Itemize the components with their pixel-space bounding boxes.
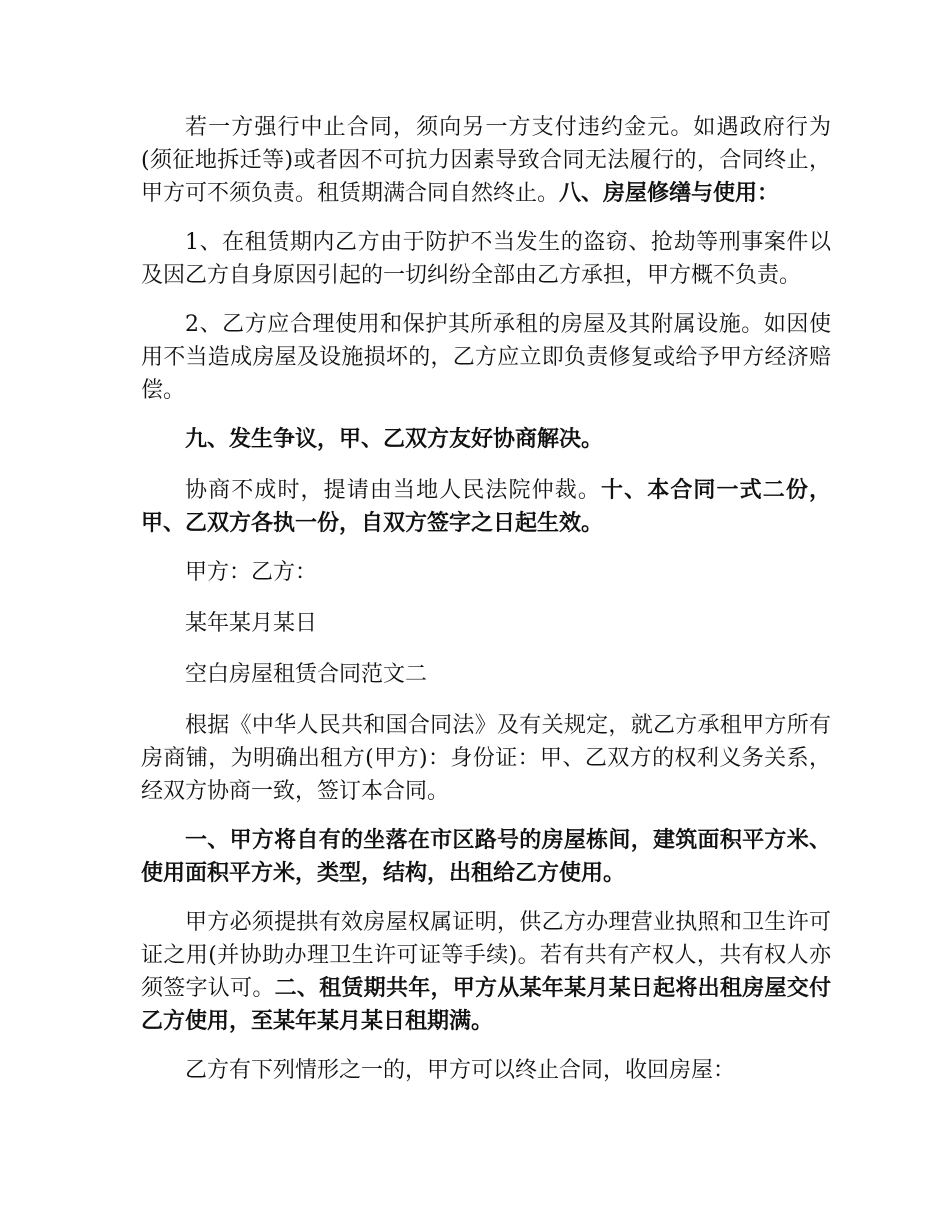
paragraph-text: 1、在租赁期内乙方由于防护不当发生的盗窃、抢劫等刑事案件以及因乙方自身原因引起的一切纠纷全部由乙方承担，甲方概不负责。	[141, 230, 831, 288]
signature-line: 甲方：乙方：	[185, 560, 318, 585]
section-heading-8: 八、房屋修缮与使用：	[559, 180, 780, 206]
signature-parties	[141, 556, 831, 589]
signature-date	[141, 607, 831, 640]
paragraph-text: 2、乙方应合理使用和保护其所承租的房屋及其附属设施。如因使用不当造成房屋及设施损坏的，乙方应立即负责修复或给予甲方经济赔偿。	[141, 312, 831, 403]
paragraph-text: 乙方有下列情形之一的，甲方可以终止合同，收回房屋：	[185, 1058, 736, 1083]
paragraph-clause-8-2	[141, 308, 831, 407]
document-subtitle	[141, 658, 831, 691]
section-heading-1: 一、甲方将自有的坐落在市区路号的房屋栋间，建筑面积平方米、使用面积平方米，类型，结构，出租给乙方使用。	[141, 827, 831, 886]
subtitle-text: 空白房屋租赁合同范文二	[185, 662, 428, 687]
paragraph-text: 甲方必须提拱有效房屋权属证明，供乙方办理营业执照和卫生许可证之用(并协助办理卫生许可证等手续)。若有共有产权人，共有权人亦须签字认可。	[141, 910, 831, 1001]
paragraph-termination-clause	[141, 111, 831, 210]
paragraph-arbitration	[141, 474, 831, 540]
paragraph-termination-conditions	[141, 1054, 831, 1087]
document-page	[141, 111, 831, 1105]
section-heading-10: 十、本合同一式二份，甲、乙双方各执一份，自双方签字之日起生效。	[141, 477, 831, 536]
paragraph-ownership-proof	[141, 906, 831, 1038]
paragraph-text: 根据《中华人民共和国合同法》及有关规定，就乙方承租甲方所有房商铺，为明确出租方(甲方)：身份证：甲、乙双方的权利义务关系，经双方协商一致，签订本合同。	[141, 713, 831, 804]
section-heading-2: 二、租赁期共年，甲方从某年某月某日起将出租房屋交付乙方使用，至某年某月某日租期满。	[141, 975, 831, 1034]
paragraph-text: 若一方强行中止合同，须向另一方支付违约金元。如遇政府行为(须征地拆迁等)或者因不可抗力因素导致合同无法履行的，合同终止，甲方可不须负责。租赁期满合同自然终止。	[141, 115, 831, 206]
paragraph-clause-8-1	[141, 226, 831, 292]
date-line: 某年某月某日	[185, 611, 318, 636]
section-heading-9: 九、发生争议，甲、乙双方友好协商解决。	[185, 426, 604, 452]
paragraph-section-1	[141, 824, 831, 890]
paragraph-preamble	[141, 709, 831, 808]
paragraph-section-9	[141, 423, 831, 456]
paragraph-text: 协商不成时，提请由当地人民法院仲裁。	[185, 478, 601, 503]
